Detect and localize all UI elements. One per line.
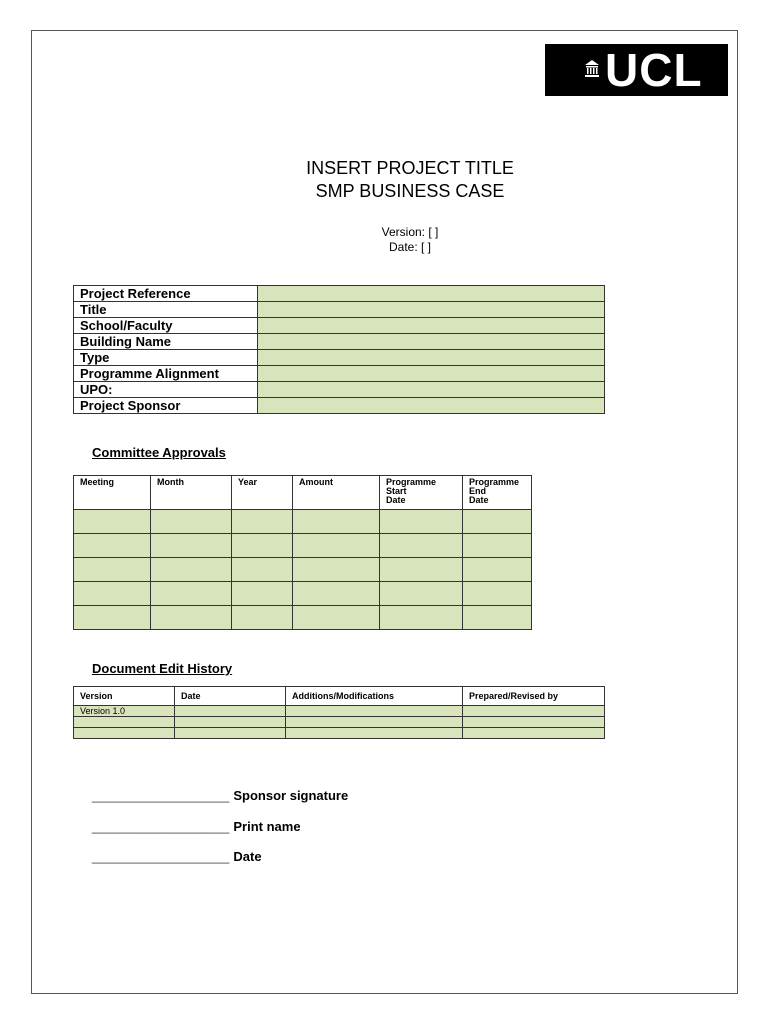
table-row [74,728,605,739]
print-name-label: Print name [233,819,301,834]
table-row [74,510,532,534]
cell[interactable] [463,706,605,717]
column-header: Version [74,687,175,706]
value-field[interactable] [258,318,605,334]
value-field[interactable] [258,350,605,366]
cell[interactable] [380,558,463,582]
table-row [74,706,605,717]
cell[interactable] [286,706,463,717]
committee-approvals-table [73,475,532,630]
table-row [74,582,532,606]
cell[interactable] [463,558,532,582]
row-label: Type [74,350,258,366]
cell[interactable] [380,534,463,558]
portico-icon [585,60,599,78]
cell[interactable] [74,582,151,606]
row-label: Building Name [74,334,258,350]
value-field[interactable] [258,302,605,318]
value-field[interactable] [258,334,605,350]
cell[interactable] [232,558,293,582]
cell[interactable] [74,558,151,582]
cell[interactable] [151,510,232,534]
value-field[interactable] [258,382,605,398]
date-line: Date: [ ] [388,240,432,254]
cell[interactable] [74,728,175,739]
table-row [74,302,605,318]
page-title: INSERT PROJECT TITLE [306,158,514,178]
cell[interactable] [74,510,151,534]
cell[interactable] [151,606,232,630]
header-row [74,687,605,706]
document-edit-history-heading: Document Edit History [92,661,233,676]
cell[interactable] [463,606,532,630]
cell[interactable] [286,717,463,728]
row-label: Project Reference [74,286,258,302]
cell[interactable] [293,510,380,534]
row-label: UPO: [74,382,258,398]
table-row [74,318,605,334]
cell[interactable] [380,606,463,630]
date-label: Date [233,849,262,864]
cell[interactable] [74,534,151,558]
cell[interactable] [293,582,380,606]
value-field[interactable] [258,366,605,382]
value-field[interactable] [258,398,605,414]
date-blank[interactable]: ___________________ [92,849,230,864]
cell[interactable] [463,717,605,728]
cell[interactable] [293,606,380,630]
committee-approvals-heading: Committee Approvals [92,445,226,460]
sponsor-signature-label: Sponsor signature [233,788,349,803]
edit-history-table [73,686,605,739]
table-row [74,717,605,728]
cell[interactable] [380,510,463,534]
cell[interactable] [293,558,380,582]
column-header: Meeting [74,476,151,510]
table-row [74,534,532,558]
row-label: Programme Alignment [74,366,258,382]
cell[interactable] [463,728,605,739]
cell[interactable] [151,582,232,606]
column-header: Prepared/Revised by [463,687,605,706]
page-subtitle: SMP BUSINESS CASE [315,181,505,201]
version-cell[interactable]: Version 1.0 [74,706,175,717]
table-row [74,382,605,398]
cell[interactable] [463,534,532,558]
cell[interactable] [232,582,293,606]
cell[interactable] [232,534,293,558]
header-row [74,476,532,510]
ucl-logo [545,44,728,96]
table-row [74,366,605,382]
row-label: Project Sponsor [74,398,258,414]
table-row [74,398,605,414]
cell[interactable] [286,728,463,739]
cell[interactable] [463,510,532,534]
row-label: School/Faculty [74,318,258,334]
cell[interactable] [232,510,293,534]
print-name-line [92,819,301,834]
cell[interactable] [175,706,286,717]
table-row [74,606,532,630]
cell[interactable] [175,717,286,728]
signature-blank[interactable]: ___________________ [92,788,230,803]
table-row [74,350,605,366]
column-header: Programme Start Date [380,476,463,510]
date-signature-line [92,849,262,864]
print-name-blank[interactable]: ___________________ [92,819,230,834]
column-header: Year [232,476,293,510]
sponsor-signature-line [92,788,348,803]
logo-text: UCL [605,44,703,96]
version-line: Version: [ ] [381,225,439,239]
value-field[interactable] [258,286,605,302]
cell[interactable] [175,728,286,739]
cell[interactable] [293,534,380,558]
row-label: Title [74,302,258,318]
cell[interactable] [463,582,532,606]
cell[interactable] [74,717,175,728]
table-row [74,286,605,302]
column-header: Month [151,476,232,510]
cell[interactable] [380,582,463,606]
table-row [74,558,532,582]
cell[interactable] [151,534,232,558]
table-row [74,334,605,350]
column-header: Programme End Date [463,476,532,510]
column-header: Amount [293,476,380,510]
cell[interactable] [74,606,151,630]
column-header: Additions/Modifications [286,687,463,706]
cell[interactable] [151,558,232,582]
cell[interactable] [232,606,293,630]
project-info-table [73,285,605,414]
column-header: Date [175,687,286,706]
